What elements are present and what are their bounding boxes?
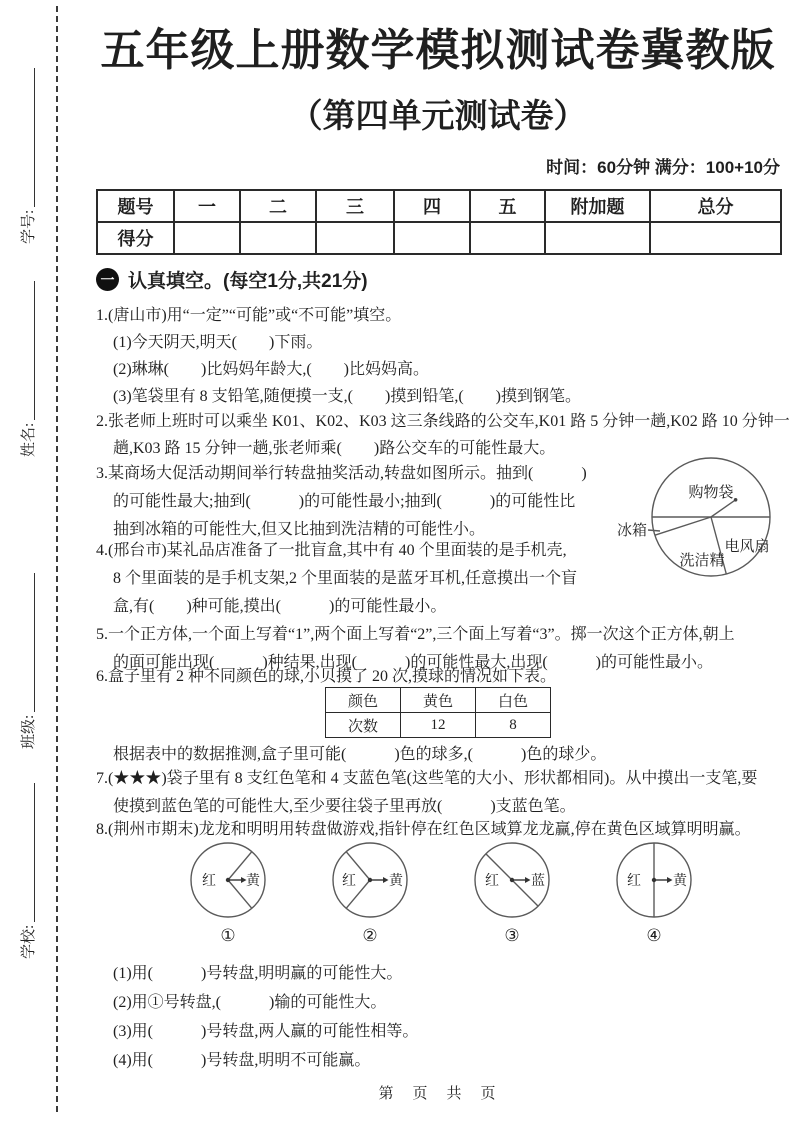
name-blank-line — [33, 281, 35, 420]
section-1-title: 认真填空。(每空1分,共21分) — [128, 271, 368, 292]
section-1-badge-icon: 一 — [96, 268, 119, 291]
wheel-sector-label-fan: 电风扇 — [724, 539, 770, 555]
spinner-arrow-head — [525, 877, 531, 883]
score-header-cell: 题号 — [97, 190, 174, 222]
score-empty-cell — [470, 222, 545, 254]
q4-line: 8 个里面装的是手机支架,2 个里面装的是蓝牙耳机,任意摸出一个盲 — [113, 570, 578, 587]
q8-sub-line: (2)用①号转盘,( )输的可能性大。 — [113, 994, 387, 1011]
spinner-arrow-head — [383, 877, 389, 883]
score-empty-cell — [545, 222, 650, 254]
wheel-sector-label-fridge: 冰箱 — [616, 523, 648, 539]
spinner-label-yellow: 黄 — [246, 874, 260, 889]
score-table-header-row — [97, 190, 781, 222]
score-header-cell: 三 — [316, 190, 394, 222]
spinner-3 — [466, 840, 558, 947]
score-table — [96, 189, 782, 255]
question-4 — [96, 537, 780, 621]
spinner-3-figure — [466, 840, 558, 920]
margin-field-name — [18, 281, 38, 457]
q2-line: 趟,K03 路 15 分钟一趟,张老师乘( )路公交车的可能性最大。 — [113, 440, 556, 457]
spinner-1-number: ① — [220, 926, 236, 945]
q3-line: 抽到冰箱的可能性大,但又比抽到洗洁精的可能性小。 — [113, 521, 486, 538]
spinner-1-figure — [182, 840, 274, 920]
q1-sub-line: (1)今天阴天,明天( )下雨。 — [113, 334, 323, 351]
spinner-3-number: ③ — [504, 926, 520, 945]
score-header-cell: 二 — [240, 190, 316, 222]
spinner-label-red: 红 — [627, 874, 641, 889]
spinner-label-red: 红 — [342, 874, 356, 889]
wheel-pointer-icon — [711, 500, 736, 517]
q3-line: 3.某商场大促活动期间举行转盘抽奖活动,转盘如图所示。抽到( ) — [96, 465, 587, 482]
paper-title: 五年级上册数学模拟测试卷冀教版 — [100, 26, 776, 75]
spinner-center-dot — [368, 878, 372, 882]
paper-content — [96, 0, 790, 1122]
spinner-4 — [608, 840, 700, 947]
q6-outro: 根据表中的数据推测,盒子里可能( )色的球多,( )色的球少。 — [113, 746, 607, 763]
q2-line: 2.张老师上班时可以乘坐 K01、K02、K03 这三条线路的公交车,K01 路 5 分钟一趟,K02 路 10 分钟一 — [96, 413, 790, 430]
class-label: 班级: — [21, 714, 37, 749]
spinner-label-red: 红 — [485, 874, 499, 889]
spinner-label-red: 红 — [202, 874, 216, 889]
wheel-pointer-tip — [734, 498, 738, 502]
q7-line: 使摸到蓝色笔的可能性大,至少要往袋子里再放( )支蓝色笔。 — [113, 798, 576, 815]
spinner-4-figure — [608, 840, 700, 920]
spinner-1 — [182, 840, 274, 947]
margin-field-school — [18, 783, 38, 959]
margin-field-class — [18, 573, 38, 749]
spinner-center-dot — [652, 878, 656, 882]
q5-line: 的面可能出现( )种结果,出现( )的可能性最大,出现( )的可能性最小。 — [113, 654, 713, 671]
q1-sub-line: (2)琳琳( )比妈妈年龄大,( )比妈妈高。 — [113, 361, 429, 378]
ball-count-table — [325, 687, 551, 738]
q8-intro: 8.(荆州市期末)龙龙和明明用转盘做游戏,指针停在红色区域算龙龙赢,停在黄色区域算明明赢。 — [96, 821, 751, 838]
spinner-2 — [324, 840, 416, 947]
spinner-center-dot — [510, 878, 514, 882]
spinner-label-yellow: 黄 — [389, 874, 403, 889]
score-row-label: 得分 — [97, 222, 174, 254]
q8-sub-questions — [96, 959, 780, 1075]
spinner-figures-row — [182, 840, 780, 947]
ball-table-cell: 黄色 — [401, 688, 476, 713]
q8-sub-line: (1)用( )号转盘,明明赢的可能性大。 — [113, 965, 403, 982]
score-empty-cell — [316, 222, 394, 254]
spinner-4-number: ④ — [646, 926, 662, 945]
paper-subtitle: （第四单元测试卷） — [289, 97, 587, 134]
ball-table-count-row — [326, 713, 551, 738]
margin-field-student-id — [18, 68, 38, 244]
score-header-cell: 四 — [394, 190, 470, 222]
school-blank-line — [33, 783, 35, 922]
spinner-label-yellow: 黄 — [673, 874, 687, 889]
score-table-score-row — [97, 222, 781, 254]
spinner-arrow-head — [667, 877, 673, 883]
q4-line: 4.(邢台市)某礼品店准备了一批盲盒,其中有 40 个里面装的是手机壳, — [96, 542, 567, 559]
score-empty-cell — [394, 222, 470, 254]
fridge-label-connector — [648, 530, 660, 531]
wheel-divider — [655, 517, 711, 535]
ball-table-cell: 白色 — [476, 688, 551, 713]
ball-table-header-row — [326, 688, 551, 713]
wheel-sector-label-shopping-bag: 购物袋 — [688, 485, 734, 501]
spinner-2-figure — [324, 840, 416, 920]
score-header-cell: 附加题 — [545, 190, 650, 222]
ball-table-cell: 次数 — [326, 713, 401, 738]
ball-table-cell: 颜色 — [326, 688, 401, 713]
student-id-label: 学号: — [21, 209, 37, 244]
q1-sub-line: (3)笔袋里有 8 支铅笔,随便摸一支,( )摸到铅笔,( )摸到钢笔。 — [113, 388, 581, 405]
score-empty-cell — [174, 222, 240, 254]
exam-time-score-info: 时间：60分钟 满分：100+10分 — [546, 158, 780, 177]
spinner-label-blue: 蓝 — [531, 874, 545, 889]
question-1 — [96, 302, 780, 410]
student-id-blank-line — [33, 68, 35, 207]
q1-line: 1.(唐山市)用“一定”“可能”或“不可能”填空。 — [96, 307, 402, 324]
q6-intro: 6.盒子里有 2 种不同颜色的球,小贝摸了 20 次,摸球的情况如下表。 — [96, 668, 557, 685]
name-label: 姓名: — [21, 422, 37, 457]
q5-line: 5.一个正方体,一个面上写着“1”,两个面上写着“2”,三个面上写着“3”。掷一次这个正方体,朝上 — [96, 626, 735, 643]
ball-table-cell: 12 — [401, 713, 476, 738]
score-header-cell: 总分 — [650, 190, 781, 222]
class-blank-line — [33, 573, 35, 712]
spinner-2-number: ② — [362, 926, 378, 945]
section-1-header — [96, 266, 780, 293]
q3-line: 的可能性最大;抽到( )的可能性最小;抽到( )的可能性比 — [113, 493, 576, 510]
score-empty-cell — [240, 222, 316, 254]
page-footer: 第 页 共 页 — [378, 1086, 498, 1102]
school-label: 学校: — [21, 924, 37, 959]
q7-line: 7.(★★★)袋子里有 8 支红色笔和 4 支蓝色笔(这些笔的大小、形状都相同)。从中摸出一支笔,要 — [96, 770, 758, 787]
binding-dashed-line — [56, 6, 58, 1112]
score-empty-cell — [650, 222, 781, 254]
q8-sub-line: (4)用( )号转盘,明明不可能赢。 — [113, 1052, 371, 1069]
score-header-cell: 一 — [174, 190, 240, 222]
score-header-cell: 五 — [470, 190, 545, 222]
question-8 — [96, 820, 780, 1075]
ball-table-cell: 8 — [476, 713, 551, 738]
wheel-sector-label-detergent: 洗洁精 — [679, 553, 725, 569]
q4-line: 盒,有( )种可能,摸出( )的可能性最小。 — [113, 598, 447, 615]
question-7 — [96, 765, 780, 821]
spinner-center-dot — [226, 878, 230, 882]
q8-sub-line: (3)用( )号转盘,两人赢的可能性相等。 — [113, 1023, 419, 1040]
question-6 — [96, 667, 780, 768]
